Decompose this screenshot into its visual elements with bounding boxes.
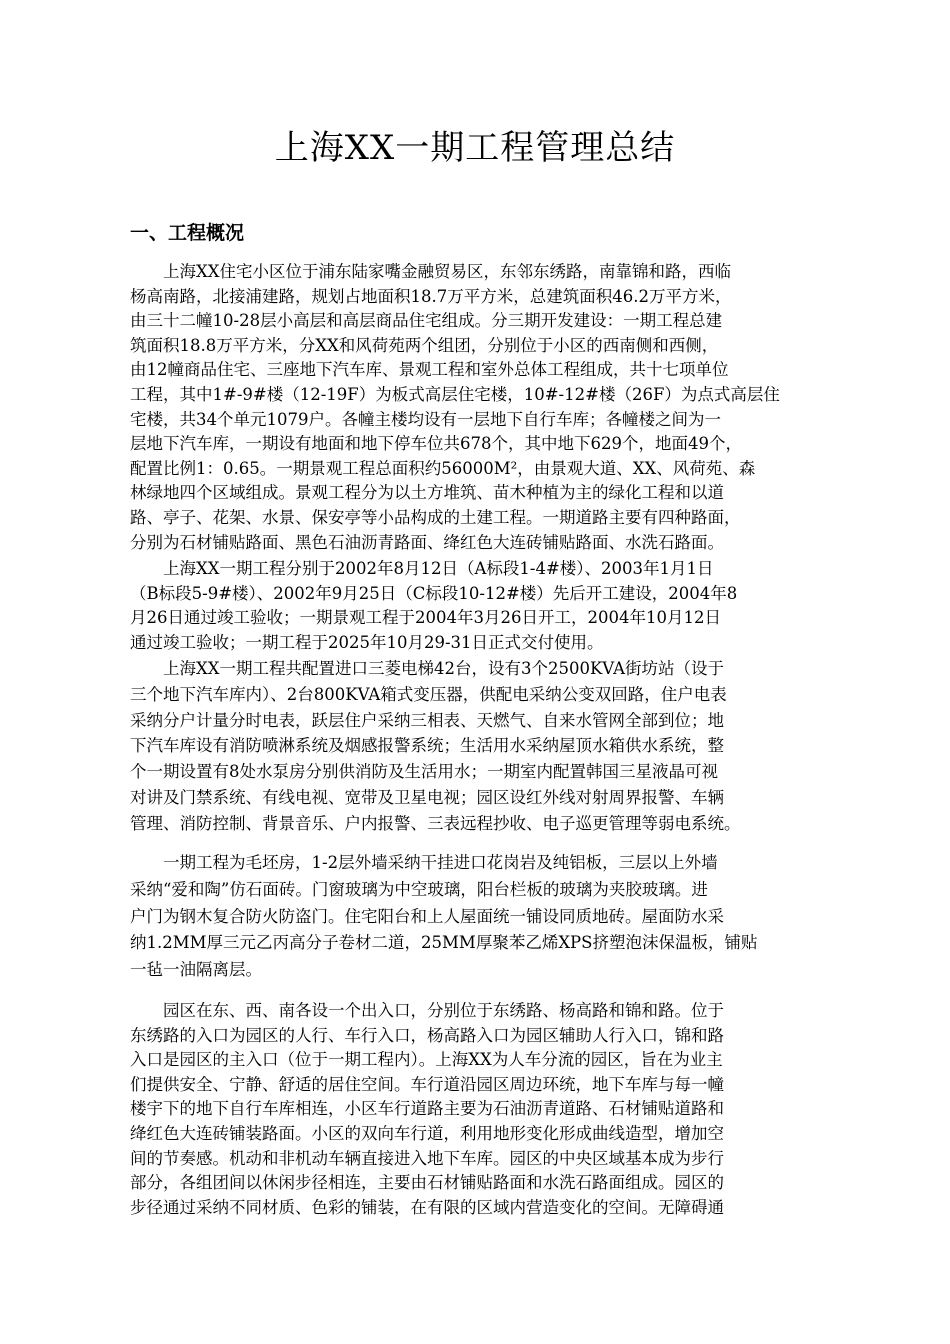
paragraph-line: 采纳分户计量分时电表，跃层住户采纳三相表、天燃气、自来水管网全部到位；地 — [130, 710, 724, 730]
paragraph-line: 上海XX一期工程共配置进口三菱电梯42台，设有3个2500KVA街坊站（设于 — [130, 659, 725, 678]
paragraph-line: 入口是园区的主入口（位于一期工程内）。上海XX为人车分流的园区，旨在为业主 — [130, 1050, 723, 1070]
paragraph-site-layout — [130, 999, 825, 1220]
paragraph-line: 三个地下汽车库内）、2台800KVA箱式变压器，供配电采纳公变双回路，住户电表 — [130, 684, 727, 704]
paragraph-line: 园区在东、西、南各设一个出入口，分别位于东绣路、杨高路和锦和路。位于 — [130, 1001, 724, 1020]
paragraph-line: 采纳“爱和陶”仿石面砖。门窗玻璃为中空玻璃，阳台栏板的玻璃为夹胶玻璃。进 — [130, 879, 708, 899]
paragraph-line: 筑面积18.8万平方米，分XX和风荷苑两个组团，分别位于小区的西南侧和西侧， — [130, 335, 719, 355]
paragraph-line: 由12幢商品住宅、三座地下汽车库、景观工程和室外总体工程组成，共十七项单位 — [130, 360, 729, 380]
paragraph-line: 月26日通过竣工验收；一期景观工程于2004年3月26日开工，2004年10月12日 — [130, 608, 721, 628]
paragraph-line: 间的节奏感。机动和非机动车辆直接进入地下车库。园区的中央区域基本成为步行 — [130, 1148, 724, 1168]
paragraph-overview — [130, 260, 825, 555]
paragraph-line: 一期工程为毛坯房，1-2层外墙采纳干挂进口花岗岩及纯铝板，三层以上外墙 — [130, 853, 718, 872]
paragraph-line: 杨高南路，北接浦建路，规划占地面积18.7万平方米，总建筑面积46.2万平方米， — [130, 286, 732, 306]
paragraph-line: 们提供安全、宁静、舒适的居住空间。车行道沿园区周边环统，地下车库与每一幢 — [130, 1074, 724, 1094]
paragraph-line: 宅楼，共34个单元1079户。各幢主楼均设有一层地下自行车库；各幢楼之间为一 — [130, 409, 721, 429]
document-title: 上海XX一期工程管理总结 — [274, 128, 676, 168]
paragraph-schedule — [130, 557, 825, 655]
paragraph-line: 部分，各组团间以休闲步径相连，主要由石材铺贴路面和水洗石路面组成。园区的 — [130, 1173, 724, 1193]
paragraph-line: 通过竣工验收；一期工程于2025年10月29-31日正式交付使用。 — [130, 632, 604, 652]
paragraph-line: 上海XX一期工程分别于2002年8月12日（A标段1-4#楼）、2003年1月1日 — [130, 559, 714, 578]
paragraph-line: 下汽车库设有消防喷淋系统及烟感报警系统；生活用水采纳屋顶水箱供水系统，整 — [130, 736, 724, 756]
paragraph-line: 对讲及门禁系统、有线电视、宽带及卫星电视；园区设红外线对射周界报警、车辆 — [130, 787, 724, 807]
paragraph-line: 工程，其中1#-9#楼（12-19F）为板式高层住宅楼，10#-12#楼（26F）为点式高层住 — [130, 384, 780, 404]
paragraph-line: 管理、消防控制、背景音乐、户内报警、三表远程抄收、电子巡更管理等弱电系统。 — [130, 813, 741, 833]
paragraph-line: 林绿地四个区域组成。景观工程分为以土方堆筑、苗木种植为主的绿化工程和以道 — [130, 483, 724, 503]
paragraph-line: 路、亭子、花架、水景、保安亭等小品构成的土建工程。一期道路主要有四种路面， — [130, 507, 741, 527]
paragraph-line: 东绣路的入口为园区的人行、车行入口，杨高路入口为园区辅助人行入口，锦和路 — [130, 1025, 724, 1045]
paragraph-line: 由三十二幢10-28层小高层和高层商品住宅组成。分三期开发建设：一期工程总建 — [130, 311, 723, 331]
paragraph-line: 楼宇下的地下自行车库相连，小区车行道路主要为石油沥青道路、石材铺贴道路和 — [130, 1099, 724, 1119]
section-heading-overview: 一、工程概况 — [130, 222, 245, 244]
paragraph-line: 个一期设置有8处水泵房分别供消防及生活用水；一期室内配置韩国三星液晶可视 — [130, 762, 718, 782]
paragraph-line: 一毡一油隔离层。 — [130, 960, 262, 980]
paragraph-line: 分别为石材铺贴路面、黑色石油沥青路面、绛红色大连砖铺贴路面、水洗石路面。 — [130, 532, 724, 552]
paragraph-line: 配置比例1：0.65。一期景观工程总面积约56000M²，由景观大道、XX、风荷苑、森 — [130, 458, 756, 478]
paragraph-equipment — [130, 656, 825, 837]
paragraph-materials — [130, 850, 825, 984]
paragraph-line: 户门为钢木复合防火防盗门。住宅阳台和上人屋面统一铺设同质地砖。屋面防水采 — [130, 906, 724, 926]
paragraph-line: 上海XX住宅小区位于浦东陆家嘴金融贸易区，东邻东绣路，南靠锦和路，西临 — [130, 262, 731, 281]
paragraph-line: 层地下汽车库，一期设有地面和地下停车位共678个，其中地下629个，地面49个， — [130, 434, 742, 454]
paragraph-line: 绛红色大连砖铺装路面。小区的双向车行道，利用地形变化形成曲线造型，增加空 — [130, 1123, 724, 1143]
paragraph-line: （B标段5-9#楼）、2002年9月25日（C标段10-12#楼）先后开工建设，2004年8 — [130, 583, 738, 603]
paragraph-line: 步径通过采纳不同材质、色彩的铺装，在有限的区域内营造变化的空间。无障碍通 — [130, 1197, 724, 1217]
paragraph-line: 纳1.2MM厚三元乙丙高分子卷材二道，25MM厚聚苯乙烯XPS挤塑泡沫保温板，铺贴 — [130, 933, 758, 953]
